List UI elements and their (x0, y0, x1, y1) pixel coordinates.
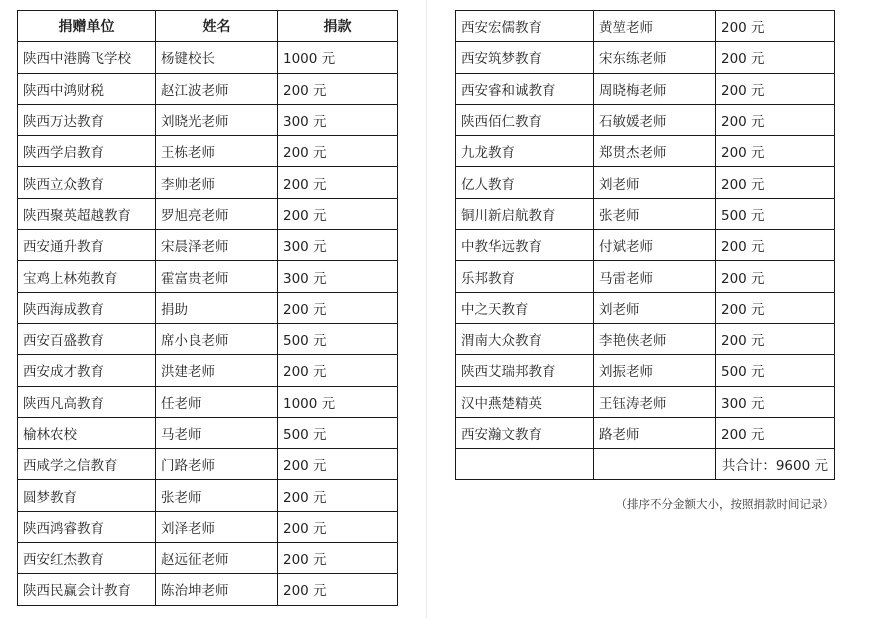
donor-unit: 中教华远教育 (456, 230, 594, 261)
donor-name: 郑贯杰老师 (594, 136, 716, 167)
table-row (456, 136, 835, 167)
donation-table-left (17, 10, 398, 606)
donation-amount: 200 元 (278, 198, 398, 229)
donor-unit: 陕西中港腾飞学校 (18, 42, 156, 73)
donation-amount: 200 元 (278, 355, 398, 386)
donor-name: 黄堃老师 (594, 11, 716, 42)
table-row (18, 386, 398, 417)
donor-unit: 西安百盛教育 (18, 323, 156, 354)
donor-unit: 陕西艾瑞邦教育 (456, 355, 594, 386)
donor-unit: 汉中燕楚精英 (456, 386, 594, 417)
donor-unit: 西安筑梦教育 (456, 42, 594, 73)
donor-unit: 陕西民赢会计教育 (18, 574, 156, 605)
table-row (456, 386, 835, 417)
donor-unit: 陕西佰仁教育 (456, 104, 594, 135)
table-row (18, 261, 398, 292)
donor-name: 罗旭亮老师 (156, 198, 278, 229)
donor-unit: 西安通升教育 (18, 230, 156, 261)
donor-unit: 榆林农校 (18, 417, 156, 448)
donation-amount: 1000 元 (278, 386, 398, 417)
donation-amount: 200 元 (716, 417, 835, 448)
table-row (18, 511, 398, 542)
table-row (18, 104, 398, 135)
donor-name: 刘老师 (594, 167, 716, 198)
donation-amount: 200 元 (278, 480, 398, 511)
donor-unit: 西安瀚文教育 (456, 417, 594, 448)
donor-name: 任老师 (156, 386, 278, 417)
donor-name: 路老师 (594, 417, 716, 448)
table-row (18, 355, 398, 386)
donation-amount: 300 元 (278, 104, 398, 135)
donor-name: 赵江波老师 (156, 73, 278, 104)
donation-amount: 200 元 (716, 136, 835, 167)
header-unit: 捐赠单位 (18, 11, 156, 42)
table-row (456, 261, 835, 292)
donor-name: 宋东练老师 (594, 42, 716, 73)
donation-amount: 200 元 (278, 574, 398, 605)
donation-amount: 200 元 (278, 543, 398, 574)
donor-unit: 西咸学之信教育 (18, 449, 156, 480)
donation-amount: 300 元 (278, 261, 398, 292)
table-row (18, 574, 398, 605)
donation-amount: 300 元 (278, 230, 398, 261)
donor-unit: 西安睿和诚教育 (456, 73, 594, 104)
table-row (18, 543, 398, 574)
donation-amount: 200 元 (278, 449, 398, 480)
table-row (18, 42, 398, 73)
table-row (18, 167, 398, 198)
donation-amount: 500 元 (278, 323, 398, 354)
table-row (18, 449, 398, 480)
donor-name: 宋晨泽老师 (156, 230, 278, 261)
donor-name: 张老师 (156, 480, 278, 511)
donor-unit: 渭南大众教育 (456, 323, 594, 354)
donation-amount: 300 元 (716, 386, 835, 417)
donor-unit: 陕西鸿睿教育 (18, 511, 156, 542)
donor-unit: 陕西万达教育 (18, 104, 156, 135)
footnote: （排序不分金额大小，按照捐款时间记录） (615, 497, 834, 511)
donation-amount: 200 元 (278, 292, 398, 323)
donation-amount: 200 元 (716, 292, 835, 323)
donation-amount: 200 元 (278, 167, 398, 198)
donor-unit: 陕西凡高教育 (18, 386, 156, 417)
donor-unit: 陕西中鸿财税 (18, 73, 156, 104)
donor-name: 刘泽老师 (156, 511, 278, 542)
donor-name: 霍富贵老师 (156, 261, 278, 292)
donation-amount: 200 元 (716, 73, 835, 104)
donor-name: 赵远征老师 (156, 543, 278, 574)
donor-name: 王钰涛老师 (594, 386, 716, 417)
donor-unit: 西安红杰教育 (18, 543, 156, 574)
donation-amount: 200 元 (716, 104, 835, 135)
table-header-row (18, 11, 398, 42)
donation-amount: 200 元 (716, 42, 835, 73)
donor-name: 李帅老师 (156, 167, 278, 198)
header-name: 姓名 (156, 11, 278, 42)
table-row (18, 480, 398, 511)
donation-table-right (455, 10, 835, 480)
donor-name: 刘晓光老师 (156, 104, 278, 135)
table-row (18, 198, 398, 229)
table-row (456, 104, 835, 135)
header-amount: 捐款 (278, 11, 398, 42)
donation-amount: 200 元 (716, 261, 835, 292)
total-empty-cell (456, 449, 594, 480)
total-row (456, 449, 835, 480)
donor-unit: 西安成才教育 (18, 355, 156, 386)
donation-amount: 200 元 (278, 73, 398, 104)
donor-name: 张老师 (594, 198, 716, 229)
donor-name: 门路老师 (156, 449, 278, 480)
donor-unit: 陕西立众教育 (18, 167, 156, 198)
donation-amount: 200 元 (278, 511, 398, 542)
column-divider (426, 0, 427, 618)
total-amount: 共合计：9600 元 (716, 449, 835, 480)
donor-unit: 圆梦教育 (18, 480, 156, 511)
donor-name: 付斌老师 (594, 230, 716, 261)
donor-name: 石敏媛老师 (594, 104, 716, 135)
donor-name: 席小良老师 (156, 323, 278, 354)
table-row (18, 73, 398, 104)
table-row (456, 323, 835, 354)
table-row (18, 292, 398, 323)
donation-amount: 200 元 (278, 136, 398, 167)
table-row (18, 230, 398, 261)
table-row (456, 230, 835, 261)
donor-name: 捐助 (156, 292, 278, 323)
table-row (456, 355, 835, 386)
table-row (456, 167, 835, 198)
donation-amount: 200 元 (716, 11, 835, 42)
donor-name: 马雷老师 (594, 261, 716, 292)
total-empty-cell (594, 449, 716, 480)
donor-unit: 陕西海成教育 (18, 292, 156, 323)
donor-name: 周晓梅老师 (594, 73, 716, 104)
donor-unit: 陕西学启教育 (18, 136, 156, 167)
donor-unit: 中之天教育 (456, 292, 594, 323)
table-row (18, 417, 398, 448)
donation-amount: 200 元 (716, 323, 835, 354)
table-row (18, 136, 398, 167)
table-row (456, 417, 835, 448)
table-row (456, 11, 835, 42)
donor-name: 李艳侠老师 (594, 323, 716, 354)
donation-amount: 1000 元 (278, 42, 398, 73)
donor-name: 洪建老师 (156, 355, 278, 386)
donor-unit: 西安宏儒教育 (456, 11, 594, 42)
table-row (456, 292, 835, 323)
donor-unit: 亿人教育 (456, 167, 594, 198)
donor-name: 王栋老师 (156, 136, 278, 167)
donation-amount: 200 元 (716, 230, 835, 261)
donor-name: 杨键校长 (156, 42, 278, 73)
donor-unit: 宝鸡上林苑教育 (18, 261, 156, 292)
donation-amount: 500 元 (278, 417, 398, 448)
donor-unit: 铜川新启航教育 (456, 198, 594, 229)
donor-name: 刘振老师 (594, 355, 716, 386)
table-row (18, 323, 398, 354)
table-row (456, 198, 835, 229)
donor-unit: 乐邦教育 (456, 261, 594, 292)
donation-amount: 500 元 (716, 198, 835, 229)
table-row (456, 42, 835, 73)
donor-name: 陈治坤老师 (156, 574, 278, 605)
donation-amount: 200 元 (716, 167, 835, 198)
donor-unit: 九龙教育 (456, 136, 594, 167)
table-row (456, 73, 835, 104)
donor-name: 刘老师 (594, 292, 716, 323)
donor-unit: 陕西聚英超越教育 (18, 198, 156, 229)
donation-amount: 500 元 (716, 355, 835, 386)
donor-name: 马老师 (156, 417, 278, 448)
